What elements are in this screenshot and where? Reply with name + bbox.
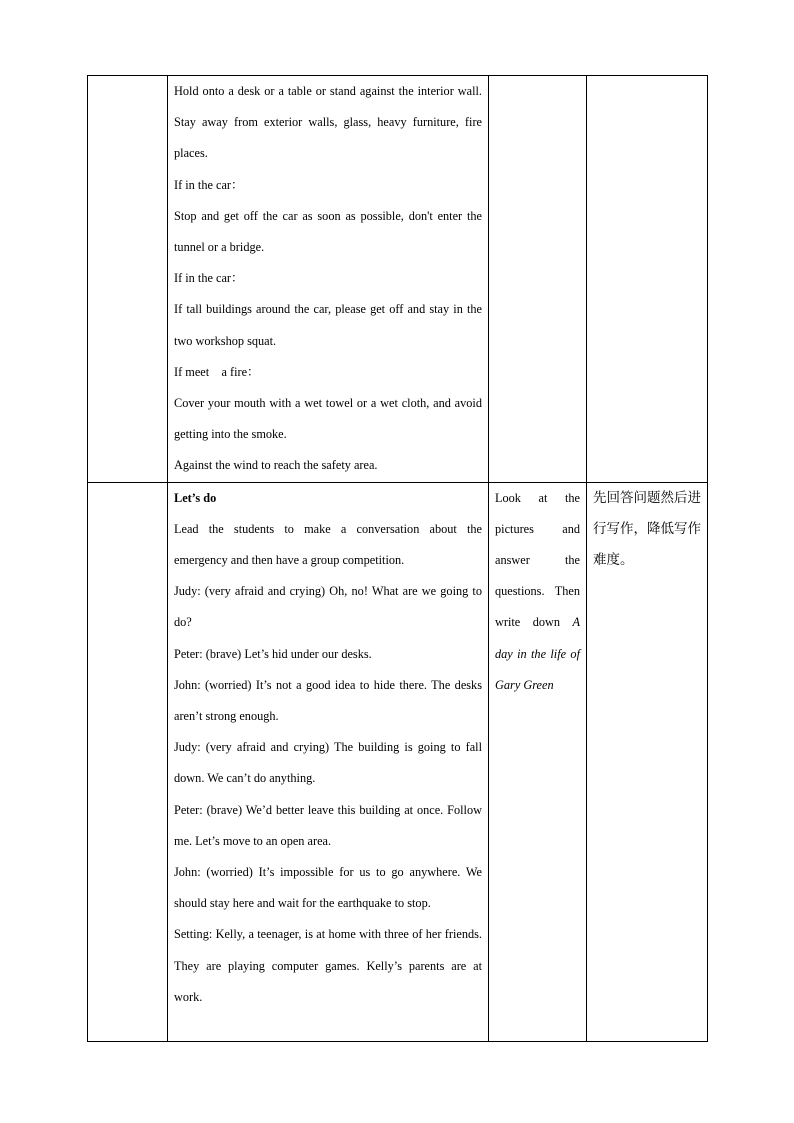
section-heading: Let’s do: [174, 490, 217, 505]
table-row: [88, 76, 708, 483]
text-line: If meet a fire：: [174, 364, 260, 379]
text-line: John: (worried) It’s not a good idea to hide there. The desks aren’t strong enough.: [174, 677, 482, 724]
text-line: Cover your mouth with a wet towel or a wet cloth, and avoid getting into the smoke.: [174, 396, 482, 442]
text-line: Peter: (brave) We’d better leave this building at once. Follow me. Let’s move to an open area.: [174, 802, 482, 848]
procedure-cell: [168, 76, 489, 483]
design-purpose-cell: [587, 482, 708, 1041]
text-line: Setting: Kelly, a teenager, is at home with three of her friends. They are playing computer games. Kelly’s parents are at work.: [174, 927, 482, 1004]
text-line: If in the car：: [174, 271, 244, 286]
text-line: John: (worried) It’s impossible for us to go anywhere. We should stay here and wait for the earthquake to stop.: [174, 865, 482, 911]
empty-cell: [88, 482, 168, 1041]
empty-cell: [587, 76, 708, 483]
lesson-plan-table: [87, 75, 708, 1042]
empty-cell: [88, 76, 168, 483]
text-line: If in the car：: [174, 177, 244, 192]
purpose-text: 先回答问题然后进行写作，降低写作难度。: [593, 489, 701, 569]
text-line: Judy: (very afraid and crying) The building is going to fall down. We can’t do anything.: [174, 740, 482, 786]
text-line: Judy: (very afraid and crying) Oh, no! What are we going to do?: [174, 584, 482, 630]
text-line: Stop and get off the car as soon as possible, don't enter the tunnel or a bridge.: [174, 208, 482, 255]
empty-cell: [489, 76, 587, 483]
activity-text: Look at the pictures and answer the questions. Then write down: [495, 490, 580, 630]
text-line: If tall buildings around the car, please get off and stay in the two workshop squat.: [174, 302, 482, 348]
text-line: Against the wind to reach the safety area.: [174, 458, 378, 473]
text-line: Hold onto a desk or a table or stand against the interior wall. Stay away from exterior walls, glass, heavy furniture, fire places.: [174, 84, 482, 161]
student-activity-cell: [489, 482, 587, 1041]
table-row: [88, 482, 708, 1041]
activity-title: A day in the life of Gary Green: [495, 615, 581, 692]
procedure-cell: [168, 482, 489, 1041]
text-line: Peter: (brave) Let’s hid under our desks.: [174, 646, 372, 661]
text-line: Lead the students to make a conversation about the emergency and then have a group competition.: [174, 521, 482, 568]
